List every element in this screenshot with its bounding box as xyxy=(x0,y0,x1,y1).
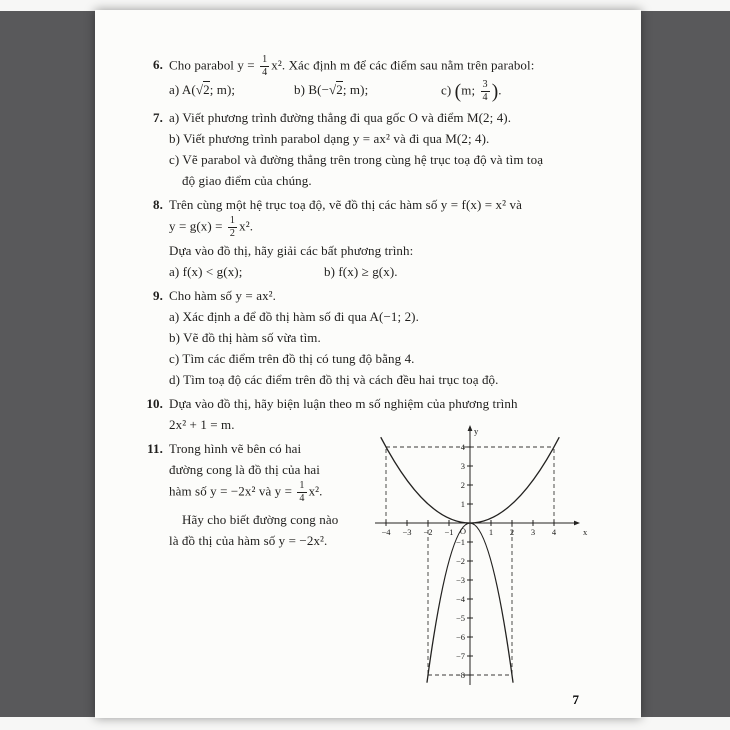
exercise-9 xyxy=(139,285,607,390)
exercise-line: Cho parabol y = $\frac{1}{4}$ x². Xác định m để các điểm sau nằm trên parabol: xyxy=(169,54,535,78)
exercise-line: 2x² + 1 = m. xyxy=(169,416,235,432)
fraction-numerator: 1 xyxy=(262,54,268,65)
exercise-line xyxy=(169,261,607,282)
exercise-line: Dựa vào đồ thị, hãy giải các bất phương trình: xyxy=(169,242,414,258)
exercise-7 xyxy=(139,107,607,191)
x-tick-label: −1 xyxy=(444,527,454,537)
exercise-number: 10. xyxy=(146,395,163,411)
exercise-6 xyxy=(139,54,607,104)
exercise-line: y = g(x) = $\frac{1}{2}$ x². xyxy=(169,214,254,239)
exercise-subitem: a) f(x) < g(x); xyxy=(169,263,243,279)
sqrt-radical: √2 xyxy=(329,81,343,97)
big-paren: ) xyxy=(491,81,499,103)
exercise-line xyxy=(169,79,607,104)
y-tick-label: −4 xyxy=(455,594,465,604)
y-tick-label: −8 xyxy=(455,670,465,680)
exercise-line: d) Tìm toạ độ các điểm trên đồ thị và cách đều hai trục toạ độ. xyxy=(169,371,499,387)
exercise-line: a) Viết phương trình đường thẳng đi qua gốc O và điểm M(2; 4). xyxy=(169,109,512,125)
exercise-line: Trong hình vẽ bên có hai xyxy=(169,440,302,456)
x-tick-label: −2 xyxy=(423,527,433,537)
exercise-body xyxy=(169,54,607,104)
big-paren: ( xyxy=(454,81,462,103)
exercise-line: độ giao điểm của chúng. xyxy=(182,172,312,188)
x-tick-label: 4 xyxy=(551,527,557,537)
x-tick-label: 1 xyxy=(488,527,494,537)
exercise-line: b) Viết phương trình parabol dạng y = ax² và đi qua M(2; 4). xyxy=(169,130,490,146)
fraction-denominator: 4 xyxy=(299,492,305,504)
origin-label: O xyxy=(459,526,466,536)
sqrt-radicand: 2 xyxy=(336,81,343,97)
y-tick-label: 1 xyxy=(460,499,465,509)
y-axis-arrow xyxy=(468,425,473,431)
x-axis-label: x xyxy=(583,527,588,537)
exercise-subitem: c) (m; $\frac{3}{4}$ ). xyxy=(441,78,502,103)
fraction-numerator: 1 xyxy=(229,214,236,226)
exercise-8 xyxy=(139,194,607,282)
exercise-line: a) Xác định a để đồ thị hàm số đi qua A(−1; 2). xyxy=(169,308,419,324)
bottom-white-strip xyxy=(0,717,730,730)
x-tick-label: 3 xyxy=(530,527,536,537)
exercise-number: 6. xyxy=(153,57,163,72)
fraction-denominator: 2 xyxy=(229,227,236,239)
x-tick-label: −4 xyxy=(381,527,391,537)
exercise-body xyxy=(169,107,607,191)
fraction xyxy=(228,215,237,240)
page-number: 7 xyxy=(572,692,579,707)
y-tick-label: 3 xyxy=(460,461,465,471)
exercise-line: Hãy cho biết đường cong nào xyxy=(182,511,339,527)
y-tick-label: −2 xyxy=(455,556,465,566)
exercise-number: 11. xyxy=(147,440,163,456)
y-tick-label: −1 xyxy=(455,537,465,547)
x-tick-label: 2 xyxy=(509,527,515,537)
x-axis-arrow xyxy=(574,521,580,526)
fraction-denominator: 4 xyxy=(262,66,268,78)
fraction xyxy=(260,54,269,79)
exercise-line: Dựa vào đồ thị, hãy biện luận theo m số nghiệm của phương trình xyxy=(169,395,518,411)
exercise-subitem: b) B(−√2; m); xyxy=(294,81,369,97)
exercise-line: Trên cùng một hệ trục toạ độ, vẽ đồ thị các hàm số y = f(x) = x² và xyxy=(169,196,522,212)
fraction xyxy=(481,79,490,104)
exercise-line: đường cong là đồ thị của hai xyxy=(169,461,321,477)
fraction-numerator: 1 xyxy=(299,479,305,491)
y-tick-label: −3 xyxy=(455,575,465,585)
exercise-number: 8. xyxy=(153,196,163,212)
exercise-subitem: b) f(x) ≥ g(x). xyxy=(324,263,398,279)
exercise-line: c) Vẽ parabol và đường thẳng trên trong cùng hệ trục toạ độ và tìm toạ xyxy=(169,151,544,167)
y-tick-label: 2 xyxy=(460,480,465,490)
exercise-number: 9. xyxy=(153,287,163,303)
x-tick-label: −3 xyxy=(402,527,412,537)
y-tick-label: −6 xyxy=(455,632,465,642)
y-tick-label: 4 xyxy=(460,442,465,452)
exercise-subitem: a) A(√2; m); xyxy=(169,81,236,97)
fraction-denominator: 4 xyxy=(482,91,488,103)
exercise-line: là đồ thị của hàm số y = −2x². xyxy=(169,532,328,548)
fraction xyxy=(297,480,306,505)
graph-figure xyxy=(373,423,593,695)
parabola-graph xyxy=(373,423,593,695)
exercise-number: 7. xyxy=(153,109,163,125)
exercise-body xyxy=(169,438,381,551)
sqrt-radicand: 2 xyxy=(203,81,210,97)
exercise-body xyxy=(169,194,607,282)
y-tick-label: −7 xyxy=(455,651,465,661)
exercise-line: hàm số y = −2x² và y = $\frac{1}{4}$ x². xyxy=(169,479,323,504)
fraction-numerator: 3 xyxy=(482,78,488,90)
y-axis-label: y xyxy=(474,426,479,436)
exercise-line: c) Tìm các điểm trên đồ thị có tung độ bằng 4. xyxy=(169,350,415,366)
book-page xyxy=(95,10,641,718)
exercise-line: Cho hàm số y = ax². xyxy=(169,287,277,303)
y-tick-label: −5 xyxy=(455,613,465,623)
exercise-line: b) Vẽ đồ thị hàm số vừa tìm. xyxy=(169,329,321,345)
sqrt-radical: √2 xyxy=(195,81,210,97)
exercise-body xyxy=(169,285,607,390)
